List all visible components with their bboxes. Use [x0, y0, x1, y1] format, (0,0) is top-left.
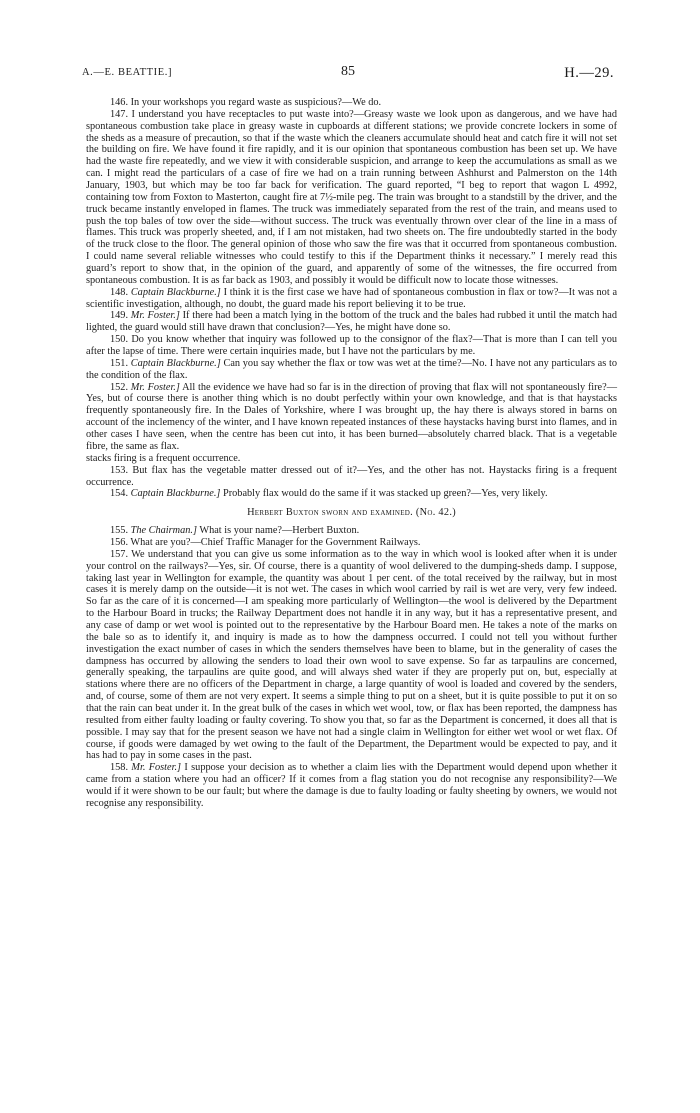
page-number: 85	[341, 64, 355, 79]
speaker: Mr. Foster.]	[131, 762, 182, 774]
question-153: 153. But flax has the vegetable matter dressed out of it?—Yes, and the other has not. Haystacks firing is a frequent occurrence.	[86, 464, 617, 488]
question-number: 149.	[110, 310, 129, 322]
question-number: 152.	[110, 381, 129, 393]
question-148	[86, 287, 617, 311]
document-body	[86, 97, 617, 810]
question-number: 151.	[110, 357, 129, 369]
paper-reference: H.—29.	[564, 65, 614, 81]
question-text: What is your name?—Herbert Buxton.	[199, 525, 360, 537]
question-154	[86, 488, 617, 500]
question-158	[86, 762, 617, 809]
speaker: Captain Blackburne.]	[130, 357, 221, 369]
page-header	[82, 64, 614, 84]
witness-heading	[86, 507, 617, 519]
question-text: Probably flax would do the same if it was stacked up green?—Yes, very likely.	[223, 488, 548, 500]
question-number: 158.	[110, 762, 129, 774]
question-150: 150. Do you know whether that inquiry was followed up to the consignor of the flax?—That is more than I can tell you after the lapse of time. There were certain inquiries made, but I have not the particulars by me.	[86, 334, 617, 358]
question-number: 155.	[110, 525, 129, 537]
question-156: 156. What are you?—Chief Traffic Manager for the Government Railways.	[110, 536, 421, 548]
speaker: Captain Blackburne.]	[130, 286, 221, 298]
question-152	[86, 382, 617, 453]
question-147: 147. I understand you have receptacles to put waste into?—Greasy waste we look upon as dangerous, and we have had spontaneous combustion take place in greasy waste in cupboards at different stations; we provide concrete lockers in some of the sheds as a measure of precaution, so that if the waste which the cleaners accumulate should heat and catch fire it will not set the building on fire. We have found it fire rapidly, and it is our opinion that spontaneous combustion has been set up. We have had the waste fire repeatedly, and we view it with considerable suspicion, and arrange to keep the accumulations as small as we can. I might read the particulars of a case of fire we had on a train running between Ashhurst and Palmerston on the 14th January, 1903, but which may be too far back for verification. The guard reported, “I beg to report that wagon L 4992, containing tow from Foxton to Masterton, caught fire at 7½-mile peg. The train was brought to a standstill by the driver, and the truck became instantly enveloped in flames. The truck was immediately separated from the rest of the train, and means used to push the top bales of tow over the side—without success. The truck was eventually thrown over clear of the line in a mass of flames. This truck was properly sheeted, and, if I am not mistaken, had two sheets on. The fire undoubtedly started in the body of the truck close to the floor. The general opinion of those who saw the fire was that it occurred from spontaneous combustion. I could name several reliable witnesses who could testify to this if the Department thinks it necessary.” I merely read this guard’s report to show that, in the opinion of the guard, and apparently of some of the witnesses, the fire occurred from spontaneous combustion. It is as far back as 1903, and possibly it would be difficult now to locate those witnesses.	[86, 108, 617, 286]
question-number: 148.	[110, 286, 129, 298]
question-146: 146. In your workshops you regard waste as suspicious?—We do.	[110, 97, 382, 108]
question-text: All the evidence we have had so far is in the direction of proving that flax will not spontaneously fire?—Yes, but of course there is another thing which is no doubt perfectly within your own knowledge, and that is that haystacks frequently spontaneously fire. In the Dales of Yorkshire, where I was brought up, the hay there is always stored in barns on account of the inclemency of the winter, and I have known repeated instances of these haystacks having burst into flames, and in other cases I have seen, when the centre has been cut into, it has been burned—absolutely charred black. That is a vegetable fibre, the same as flax.	[86, 381, 617, 452]
witness-heading-text: Herbert Buxton sworn and examined. (No. 42.)	[247, 507, 456, 519]
speaker: Captain Blackburne.]	[130, 488, 221, 500]
question-149	[86, 310, 617, 334]
question-text: If there had been a match lying in the bottom of the truck and the bales had rubbed it until the match had lighted, the guard would still have drawn that conclusion?—Yes, he might have done so.	[86, 310, 617, 334]
question-157: 157. We understand that you can give us some information as to the way in which wool is looked after when it is under your control on the railways?—Yes, sir. Of course, there is a quantity of wool delivered to the dumping-sheds damp. I suppose, taking last year in Wellington for example, the quantity was about 1 per cent. of the total received by the railway, but in most cases it is merely damp on the outside—it is not wet. The cases in which wool carried by rail is wet are very, very few indeed. So far as the care of it is concerned—I am speaking more particularly of Wellington—the wool is delivered by the Department to the Harbour Board in trucks; the Railway Department does not handle it in any way, but it has a representative present, and any case of damp or wet wool is pointed out to the representative by the Harbour Board men. He takes a note of the marks on the bale so as to identify it, and inquiry is made as to how the dampness occurred. I could not tell you without further investigation the exact number of cases in which the senders themselves have been to blame, but in the generality of cases the dampness has occurred by allowing the senders to load their own wool to save expense. So far as tarpaulins are concerned, generally speaking, the tarpaulins are quite good, and will always shed water if they are properly put on, but, especially at stations where there are no officers of the Department in charge, a large quantity of wool is loaded and covered by the senders, and, of course, some of them are not very expert. It seems a simple thing to put on a sheet, but it is quite possible to put it on so that the rain can beat under it. In the great bulk of the cases in which wet wool, tow, or flax has been reported, the dampness has resulted from either faulty loading or faulty covering. To show you that, so far as the Department is concerned, it does all that is possible. I may say that for the present season we have not had a single claim in Wellington for either wet wool or wet flax. Of course, if goods were damaged by wet owing to the fault of the Department, the Department would be expected to pay, and it has had to pay in some cases in the past.	[86, 548, 617, 762]
question-text: I think it is the first case we have had of spontaneous combustion in flax or tow?—It was not a scientific investigation, although, no doubt, the guard made his report believing it to be true.	[86, 286, 618, 310]
question-number: 154.	[110, 488, 129, 500]
header-witness: A.—E. BEATTIE.]	[82, 67, 173, 78]
question-151	[86, 358, 617, 382]
speaker: Mr. Foster.]	[130, 381, 180, 393]
question-text: Can you say whether the flax or tow was wet at the time?—No. I have not any particulars as to the condition of the flax.	[86, 357, 618, 381]
speaker: Mr. Foster.]	[130, 310, 180, 322]
speaker: The Chairman.]	[130, 525, 197, 537]
stray-line: stacks firing is a frequent occurrence.	[86, 452, 241, 464]
question-155	[86, 525, 617, 537]
question-text: I suppose your decision as to whether a claim lies with the Department would depend upon whether it came from a station where you had an officer? If it comes from a flag station you do not recognise any responsibility?—We would if it were shown to be our fault; but where the damage is due to faulty loading or faulty sheeting by owners, we would not recognise any responsibility.	[86, 762, 617, 809]
